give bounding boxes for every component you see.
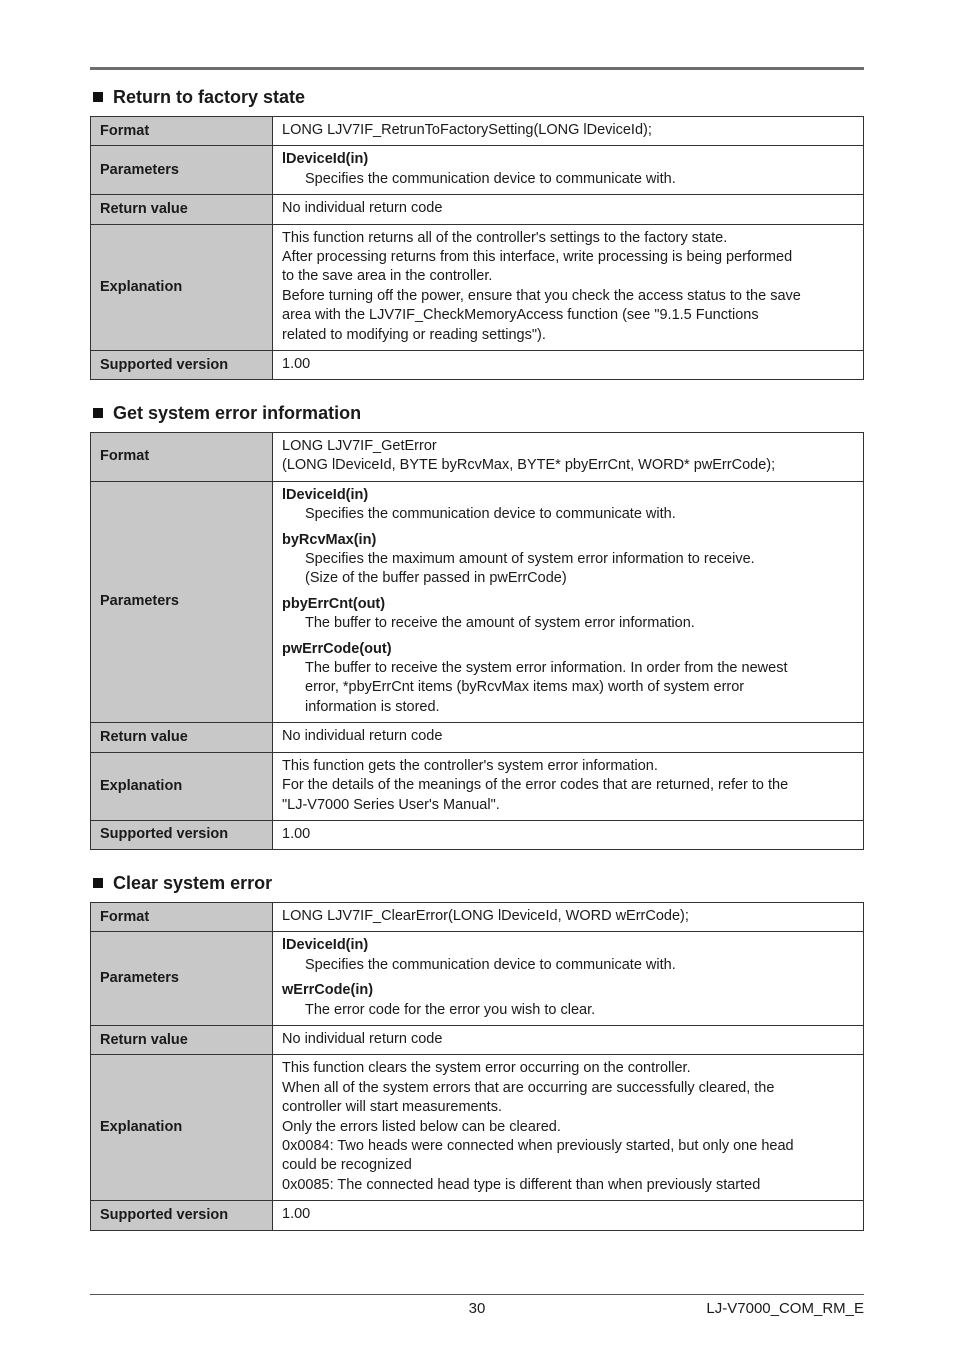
parameter-name: lDeviceId(in) xyxy=(282,151,369,168)
parameter-name: pwErrCode(out) xyxy=(282,640,392,657)
section-heading-text: Get system error information xyxy=(113,402,362,423)
explanation-line: This function returns all of the controller's settings to the factory state. xyxy=(282,229,728,246)
row-label: Explanation xyxy=(91,224,273,350)
row-value xyxy=(273,1026,864,1055)
parameter-item xyxy=(282,531,854,589)
row-label: Return value xyxy=(91,1026,273,1055)
format-signature-line: LONG LJV7IF_RetrunToFactorySetting(LONG lDeviceId); xyxy=(282,122,652,138)
return-value-row xyxy=(91,723,864,752)
explanation-line: area with the LJV7IF_CheckMemoryAccess function (see "9.1.5 Functions xyxy=(282,307,759,324)
return-value-text: No individual return code xyxy=(282,200,443,217)
return-value-text: No individual return code xyxy=(282,728,443,745)
parameter-description: error, *pbyErrCnt items (byRcvMax items max) worth of system error xyxy=(305,679,745,696)
row-value xyxy=(273,932,864,1026)
parameter-description: information is stored. xyxy=(305,698,440,715)
parameter-item xyxy=(282,981,854,1020)
parameter-item xyxy=(282,486,854,525)
function-section xyxy=(90,872,864,1231)
parameter-name: pbyErrCnt(out) xyxy=(282,595,386,612)
row-value xyxy=(273,752,864,820)
function-section xyxy=(90,402,864,850)
row-label: Parameters xyxy=(91,481,273,722)
return-value-row xyxy=(91,1026,864,1055)
row-value xyxy=(273,1201,864,1230)
explanation-line: 0x0084: Two heads were connected when previously started, but only one head xyxy=(282,1138,794,1155)
explanation-row xyxy=(91,752,864,820)
bullet-square-icon xyxy=(93,408,103,418)
explanation-line: When all of the system errors that are occurring are successfully cleared, the xyxy=(282,1079,775,1096)
parameter-description: The buffer to receive the system error information. In order from the newest xyxy=(305,660,788,677)
row-label: Format xyxy=(91,117,273,146)
parameter-name: byRcvMax(in) xyxy=(282,531,377,548)
explanation-line: Only the errors listed below can be cleared. xyxy=(282,1118,561,1135)
function-spec-table xyxy=(90,116,864,380)
explanation-line: For the details of the meanings of the error codes that are returned, refer to the xyxy=(282,777,789,794)
row-value xyxy=(273,723,864,752)
parameter-description: (Size of the buffer passed in pwErrCode) xyxy=(305,570,567,587)
section-heading-text: Return to factory state xyxy=(113,86,306,107)
explanation-row xyxy=(91,224,864,350)
supported-version-row xyxy=(91,351,864,380)
document-code: LJ-V7000_COM_RM_E xyxy=(706,1300,864,1317)
row-value xyxy=(273,224,864,350)
explanation-line: This function gets the controller's system error information. xyxy=(282,757,658,774)
parameter-name: wErrCode(in) xyxy=(282,982,374,999)
row-label: Supported version xyxy=(91,351,273,380)
function-spec-table xyxy=(90,432,864,850)
return-value-text: No individual return code xyxy=(282,1031,443,1048)
row-value xyxy=(273,195,864,224)
row-label: Supported version xyxy=(91,1201,273,1230)
row-value xyxy=(273,146,864,195)
parameter-description: Specifies the communication device to communicate with. xyxy=(305,170,676,187)
explanation-line: could be recognized xyxy=(282,1157,412,1174)
supported-version-row xyxy=(91,1201,864,1230)
parameter-description: Specifies the communication device to communicate with. xyxy=(305,506,676,523)
explanation-line: After processing returns from this interface, write processing is being performed xyxy=(282,249,793,266)
format-row xyxy=(91,903,864,932)
parameter-description: The error code for the error you wish to clear. xyxy=(305,1001,596,1018)
parameter-description: The buffer to receive the amount of system error information. xyxy=(305,615,695,632)
row-label: Parameters xyxy=(91,932,273,1026)
format-signature-line: (LONG lDeviceId, BYTE byRcvMax, BYTE* pbyErrCnt, WORD* pwErrCode); xyxy=(282,457,776,474)
row-value xyxy=(273,820,864,849)
top-rule xyxy=(90,67,864,70)
parameters-row xyxy=(91,932,864,1026)
bullet-square-icon xyxy=(93,878,103,888)
format-signature-line: LONG LJV7IF_GetError xyxy=(282,438,437,454)
explanation-row xyxy=(91,1055,864,1201)
supported-version-text: 1.00 xyxy=(282,1206,311,1223)
row-label: Format xyxy=(91,903,273,932)
parameters-row xyxy=(91,481,864,722)
return-value-row xyxy=(91,195,864,224)
format-signature-line: LONG LJV7IF_ClearError(LONG lDeviceId, WORD wErrCode); xyxy=(282,908,689,924)
explanation-line: related to modifying or reading settings"). xyxy=(282,326,546,343)
row-value xyxy=(273,1055,864,1201)
parameter-description: Specifies the maximum amount of system error information to receive. xyxy=(305,551,755,568)
row-value xyxy=(273,481,864,722)
row-label: Return value xyxy=(91,723,273,752)
supported-version-row xyxy=(91,820,864,849)
section-heading-text: Clear system error xyxy=(113,872,273,893)
format-row xyxy=(91,117,864,146)
explanation-line: to the save area in the controller. xyxy=(282,268,493,285)
explanation-line: controller will start measurements. xyxy=(282,1099,502,1116)
supported-version-text: 1.00 xyxy=(282,356,311,373)
explanation-line: 0x0085: The connected head type is different than when previously started xyxy=(282,1176,761,1193)
section-heading xyxy=(93,402,864,424)
parameter-item xyxy=(282,936,854,975)
bullet-square-icon xyxy=(93,92,103,102)
parameter-name: lDeviceId(in) xyxy=(282,937,369,954)
supported-version-text: 1.00 xyxy=(282,825,311,842)
parameters-row xyxy=(91,146,864,195)
row-label: Format xyxy=(91,433,273,482)
row-label: Explanation xyxy=(91,752,273,820)
format-row xyxy=(91,433,864,482)
parameter-name: lDeviceId(in) xyxy=(282,486,369,503)
row-label: Return value xyxy=(91,195,273,224)
row-label: Parameters xyxy=(91,146,273,195)
function-section xyxy=(90,86,864,380)
parameter-item xyxy=(282,150,854,189)
row-value xyxy=(273,351,864,380)
footer-rule xyxy=(90,1294,864,1295)
row-value xyxy=(273,433,864,482)
row-label: Explanation xyxy=(91,1055,273,1201)
row-value xyxy=(273,117,864,146)
page-number: 30 xyxy=(468,1300,486,1317)
explanation-line: "LJ-V7000 Series User's Manual". xyxy=(282,796,500,813)
parameter-description: Specifies the communication device to communicate with. xyxy=(305,956,676,973)
explanation-line: Before turning off the power, ensure that you check the access status to the save xyxy=(282,287,801,304)
function-spec-table xyxy=(90,902,864,1231)
section-heading xyxy=(93,86,864,108)
parameter-item xyxy=(282,640,854,718)
row-label: Supported version xyxy=(91,820,273,849)
row-value xyxy=(273,903,864,932)
parameter-item xyxy=(282,595,854,634)
section-heading xyxy=(93,872,864,894)
explanation-line: This function clears the system error occurring on the controller. xyxy=(282,1060,691,1077)
